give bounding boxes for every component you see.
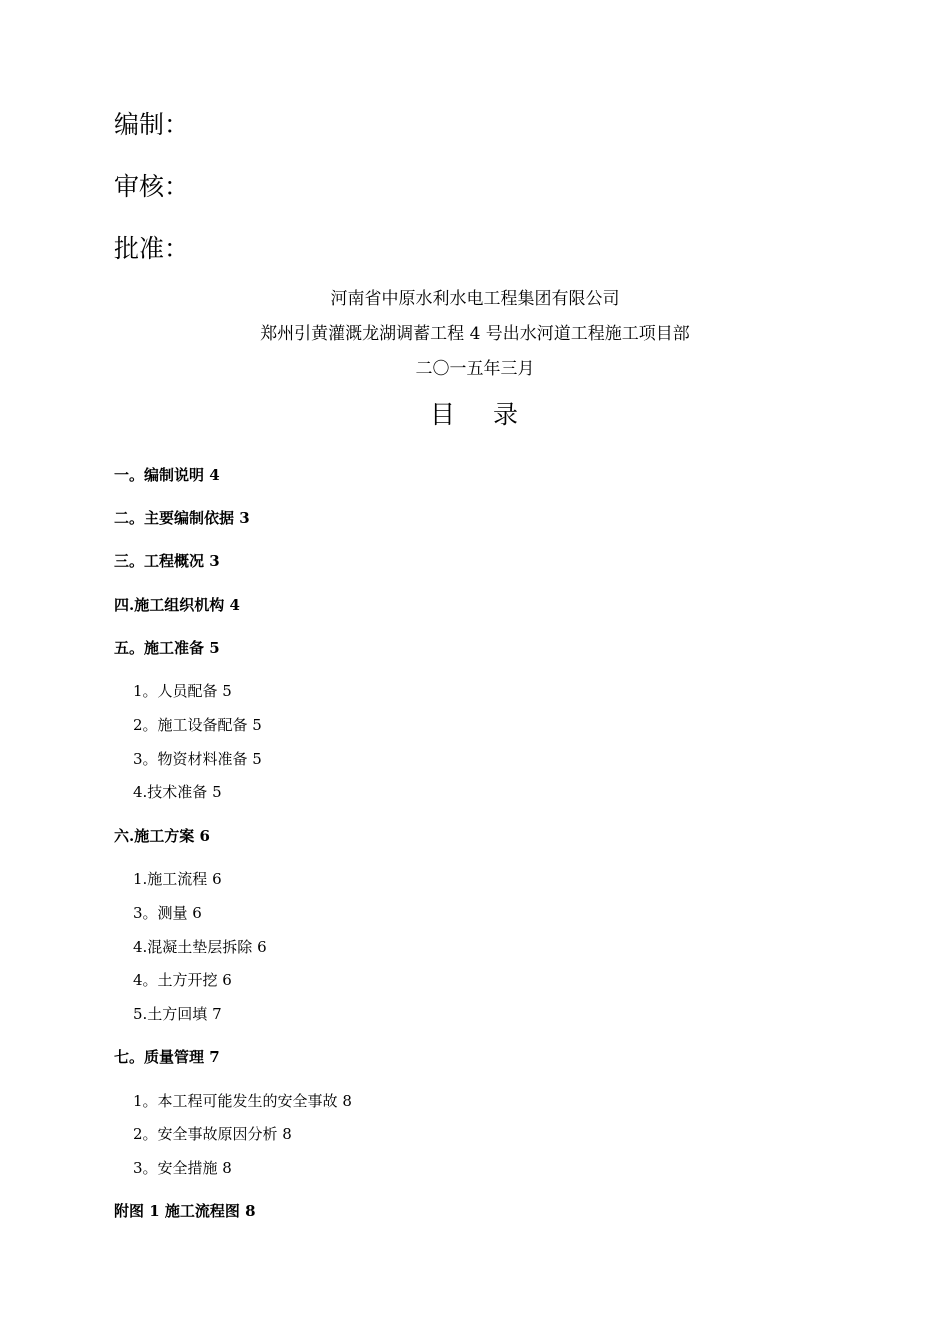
toc-subsection-5-1[interactable]: 1。人员配备 5: [133, 682, 232, 700]
toc-title: [0, 400, 950, 430]
toc-section-5[interactable]: 五。施工准备 5: [114, 639, 220, 657]
toc-subsection-7-1[interactable]: 1。本工程可能发生的安全事故 8: [133, 1092, 352, 1110]
toc-subsection-5-3[interactable]: 3。物资材料准备 5: [133, 750, 262, 768]
toc-section-6[interactable]: 六.施工方案 6: [114, 827, 210, 845]
project-name: 郑州引黄灌溉龙湖调蓄工程 4 号出水河道工程施工项目部: [260, 324, 690, 344]
review-label: 审核：: [114, 172, 190, 201]
toc-subsection-7-3[interactable]: 3。安全措施 8: [133, 1159, 232, 1177]
toc-subsection-6-4[interactable]: 4。土方开挖 6: [133, 971, 232, 989]
toc-section-3[interactable]: 三。工程概况 3: [114, 552, 220, 570]
toc-subsection-6-2[interactable]: 3。测量 6: [133, 904, 202, 922]
toc-section-7[interactable]: 七。质量管理 7: [114, 1048, 220, 1066]
toc-section-4[interactable]: 四.施工组织机构 4: [114, 596, 240, 614]
toc-appendix-1[interactable]: 附图 1 施工流程图 8: [114, 1202, 256, 1220]
company-name: 河南省中原水利水电工程集团有限公司: [330, 289, 620, 309]
toc-subsection-5-2[interactable]: 2。施工设备配备 5: [133, 716, 262, 734]
toc-subsection-6-1[interactable]: 1.施工流程 6: [133, 870, 222, 888]
toc-subsection-6-5[interactable]: 5.土方回填 7: [133, 1005, 222, 1023]
toc-subsection-5-4[interactable]: 4.技术准备 5: [133, 783, 222, 801]
toc-section-2[interactable]: 二。主要编制依据 3: [114, 509, 250, 527]
toc-section-1[interactable]: 一。编制说明 4: [114, 466, 220, 484]
toc-subsection-6-3[interactable]: 4.混凝土垫层拆除 6: [133, 938, 267, 956]
document-date: 二〇一五年三月: [415, 359, 535, 379]
toc-title-char-1: 目: [429, 400, 457, 429]
compile-label: 编制：: [114, 110, 190, 139]
toc-subsection-7-2[interactable]: 2。安全事故原因分析 8: [133, 1125, 292, 1143]
approve-label: 批准：: [114, 234, 190, 263]
toc-title-char-2: 录: [493, 400, 521, 429]
